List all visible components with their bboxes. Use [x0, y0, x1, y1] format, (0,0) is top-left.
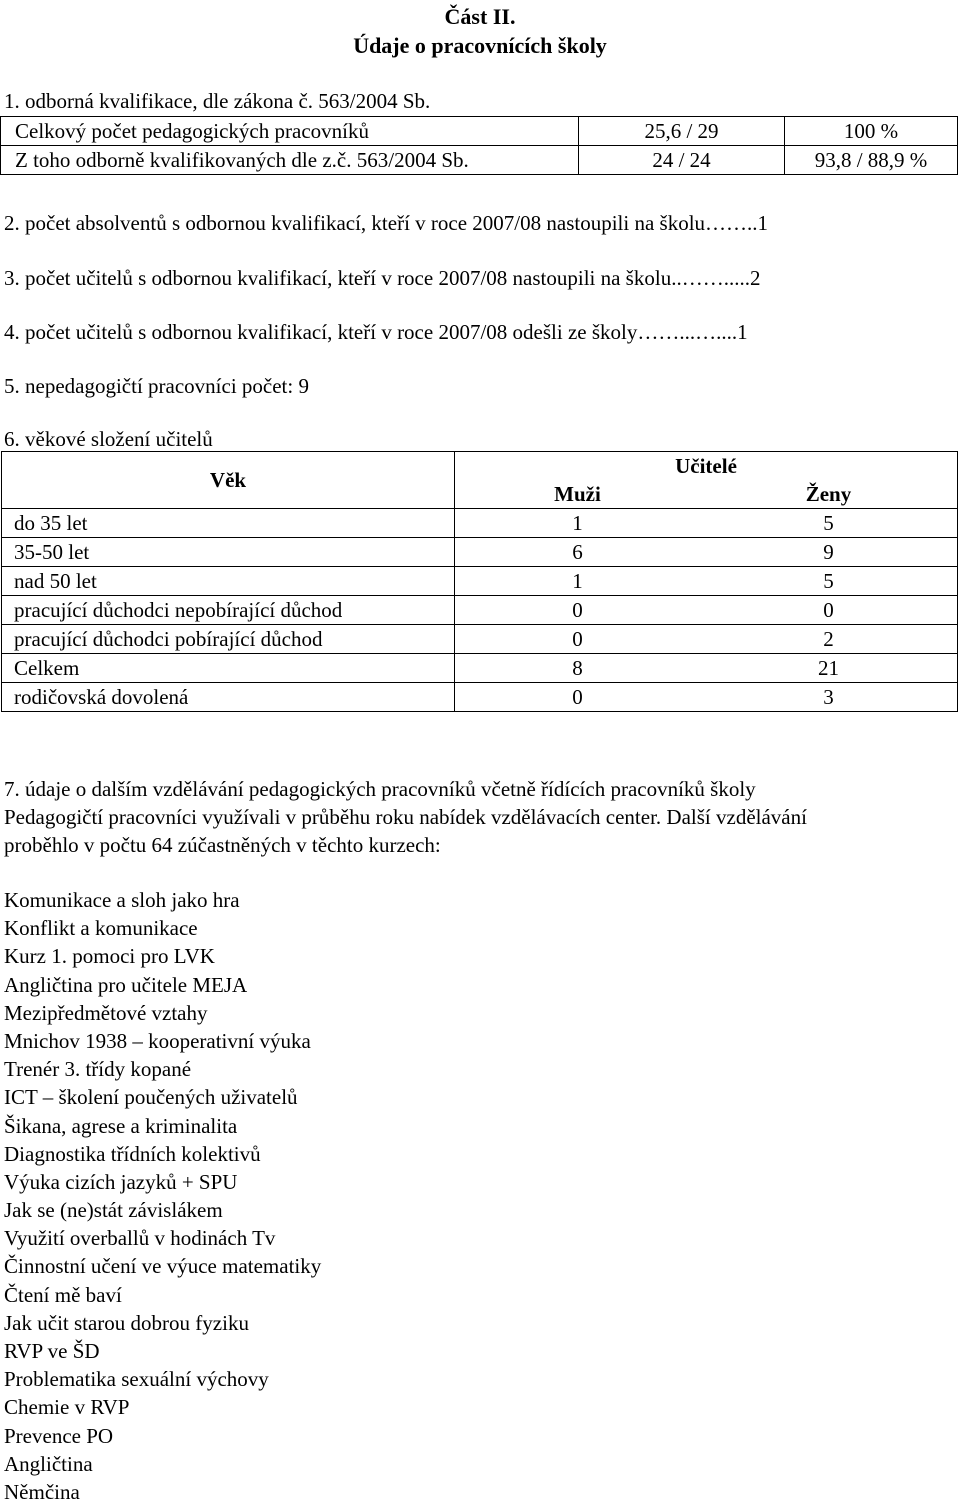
qual-label: Z toho odborně kvalifikovaných dle z.č. 563/2004 Sb.: [1, 146, 579, 175]
list-item: Problematika sexuální výchovy: [4, 1367, 269, 1392]
list-item: Diagnostika třídních kolektivů: [4, 1141, 261, 1166]
men-count: 0: [455, 596, 701, 625]
women-count: 21: [700, 654, 958, 683]
s7-paragraph-line2: proběhlo v počtu 64 zúčastněných v těchto kurzech:: [4, 833, 441, 857]
s7-heading: 7. údaje o dalším vzdělávání pedagogických pracovníků včetně řídících pracovníků školy: [4, 777, 756, 801]
age-label: rodičovská dovolená: [2, 683, 455, 712]
list-item: Komunikace a sloh jako hra: [4, 888, 240, 912]
list-item: Chemie v RVP: [4, 1395, 130, 1420]
qual-count: 25,6 / 29: [579, 117, 785, 146]
age-label: pracující důchodci nepobírající důchod: [2, 596, 455, 625]
s6-heading: 6. věkové složení učitelů: [4, 427, 213, 451]
table-row: [1, 146, 958, 175]
title-part: Část II.: [444, 4, 516, 29]
qualification-table: [0, 116, 958, 175]
table-row: [2, 509, 958, 538]
table-row: [2, 596, 958, 625]
men-count: 8: [455, 654, 701, 683]
women-count: 2: [700, 625, 958, 654]
title-main: Údaje o pracovnících školy: [353, 33, 607, 58]
table-row: [1, 117, 958, 146]
table-row: [2, 567, 958, 596]
col-men: Muži: [455, 480, 701, 509]
list-item: Šikana, agrese a kriminalita: [4, 1113, 238, 1138]
age-label: nad 50 let: [2, 567, 455, 596]
s4-line: 4. počet učitelů s odbornou kvalifikací, kteří v roce 2007/08 odešli ze školy……...…....1: [4, 320, 748, 344]
men-count: 1: [455, 567, 701, 596]
age-table: [1, 451, 958, 712]
list-item: Konflikt a komunikace: [4, 916, 198, 941]
list-item: ICT – školení poučených uživatelů: [4, 1085, 298, 1110]
men-count: 0: [455, 625, 701, 654]
col-women: Ženy: [700, 480, 958, 509]
men-count: 6: [455, 538, 701, 567]
table-row: [2, 683, 958, 712]
table-row: [2, 625, 958, 654]
list-item: RVP ve ŠD: [4, 1339, 100, 1363]
age-label: do 35 let: [2, 509, 455, 538]
women-count: 0: [700, 596, 958, 625]
col-teachers: Učitelé: [455, 452, 958, 481]
qual-label: Celkový počet pedagogických pracovníků: [1, 117, 579, 146]
course-list: [4, 888, 321, 1508]
age-label: 35-50 let: [2, 538, 455, 567]
list-item: Jak učit starou dobrou fyziku: [4, 1310, 249, 1335]
age-label: pracující důchodci pobírající důchod: [2, 625, 455, 654]
list-item: Prevence PO: [4, 1423, 114, 1448]
qual-percent: 100 %: [785, 117, 958, 146]
s3-line: 3. počet učitelů s odbornou kvalifikací, kteří v roce 2007/08 nastoupili na školu..…….....2: [4, 266, 761, 290]
women-count: 3: [700, 683, 958, 712]
table-row: [2, 654, 958, 683]
s5-line: 5. nepedagogičtí pracovníci počet: 9: [4, 374, 309, 398]
list-item: Mezipředmětové vztahy: [4, 1000, 208, 1025]
women-count: 5: [700, 509, 958, 538]
list-item: Výuka cizích jazyků + SPU: [4, 1169, 238, 1194]
men-count: 1: [455, 509, 701, 538]
list-item: Využití overballů v hodinách Tv: [4, 1226, 276, 1251]
women-count: 9: [700, 538, 958, 567]
list-item: Kurz 1. pomoci pro LVK: [4, 944, 215, 969]
list-item: Angličtina: [4, 1451, 93, 1476]
list-item: Němčina: [4, 1479, 80, 1504]
list-item: Čtení mě baví: [4, 1282, 122, 1307]
table-header-row: [2, 452, 958, 481]
women-count: 5: [700, 567, 958, 596]
list-item: Angličtina pro učitele MEJA: [4, 972, 248, 997]
qual-count: 24 / 24: [579, 146, 785, 175]
list-item: Jak se (ne)stát závislákem: [4, 1198, 223, 1223]
s2-line: 2. počet absolventů s odbornou kvalifikací, kteří v roce 2007/08 nastoupili na školu……..1: [4, 211, 769, 235]
list-item: Mnichov 1938 – kooperativní výuka: [4, 1028, 311, 1053]
list-item: Činnostní učení ve výuce matematiky: [4, 1254, 322, 1279]
qual-percent: 93,8 / 88,9 %: [785, 146, 958, 175]
age-label: Celkem: [2, 654, 455, 683]
s1-heading: 1. odborná kvalifikace, dle zákona č. 563/2004 Sb.: [4, 89, 431, 113]
s7-paragraph-line1: Pedagogičtí pracovníci využívali v průběhu roku nabídek vzdělávacích center. Další vzdělávání: [4, 805, 807, 829]
men-count: 0: [455, 683, 701, 712]
col-age: Věk: [2, 452, 455, 509]
table-row: [2, 538, 958, 567]
list-item: Trenér 3. třídy kopané: [4, 1057, 192, 1082]
